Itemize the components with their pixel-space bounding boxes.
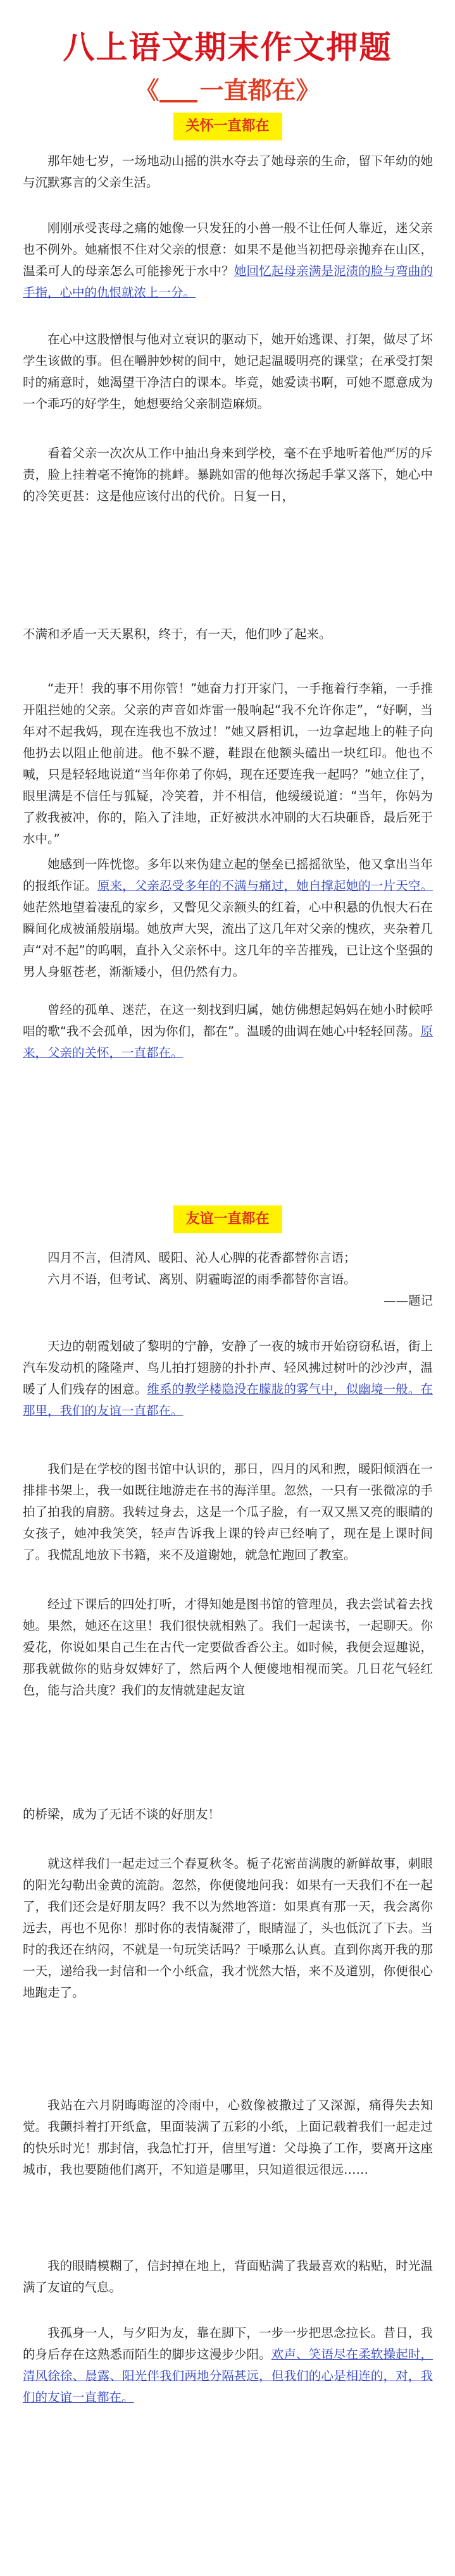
essay1-paragraph-8 xyxy=(23,999,433,1064)
subtitle-blank xyxy=(159,80,197,102)
essay1-p7-text: 她感到一阵恍惚。多年以来伪建立起的堡垒已摇摇欲坠，他又拿出当年的报纸作证。 xyxy=(23,857,433,893)
essay1-tag: 关怀一直都在 xyxy=(173,113,282,140)
subtitle-prefix: 《 xyxy=(135,77,159,104)
essay1-p8-text: 曾经的孤单、迷茫，在这一刻找到归属，她仿佛想起妈妈在她小时候呼唱的歌“我不会孤单，因为你们，都在”。温暖的曲调在她心中轻轻回荡。 xyxy=(23,1002,433,1038)
epigraph-line-1: 四月不言，但清风、暖阳、沁人心脾的花香都替你言语； xyxy=(47,1250,356,1265)
essay2-epigraph xyxy=(23,1247,433,1312)
essay2-paragraph-1 xyxy=(23,1336,433,1422)
essay2-p8-highlight: 欢声、笑语尽在柔软操起时，清风徐徐、晨露、阳光伴我们两地分隔甚远，但我们的心是相连的，对，我们的友谊一直都在。 xyxy=(23,2347,433,2405)
essay1-p7-rest: 她茫然地望着凄乱的家乡，又瞥见父亲额头的红着，心中积悬的仇恨大石在瞬间化成被涌般崩塌。她放声大哭，流出了这几年对父亲的愧疚，夹杂着几声“对不起”的呜咽，直扑入父亲怀中。这几年的辛苦摧残，已让这个坚强的男人身躯苍老，渐渐矮小，但仍然有力。 xyxy=(23,900,433,979)
essay1-paragraph-6: “走开！我的事不用你管！”她奋力打开家门，一手拖着行李箱，一手推开阻拦她的父亲。父亲的声音如炸雷一般响起“我不允许你走”，“好啊，当年对不起我妈，现在连我也不放过！”她又唇相讥，一边拿起地上的鞋子向他扔去以阻止他前进。他不躲不避，鞋跟在他额头磕出一块红印。他也不喊，只是轻轻地说道“当年你弟了你妈，现在还要连我一起吗？”她立住了，眼里满是不信任与狐疑，冷笑着，并不相信，他缓缓说道：“当年，你妈为了救我被冲，你的，陷入了洼地，正好被洪水冲刷的大石块砸昏，最后死于水中。” xyxy=(23,681,433,846)
page-title: 八上语文期末作文押题 xyxy=(63,29,392,66)
essay2-tag: 友谊一直都在 xyxy=(173,1205,282,1233)
essay2-paragraph-3: 经过下课后的四处打听，才得知她是图书馆的管理员，我去尝试着去找她。果然，她还在这里！我们很快就相熟了。我们一起读书，一起聊天。你爱花，你说如果自己生在古代一定要做香香公主。如时候，我便会逗趣说，那我就做你的贴身奴婢好了，然后两个人便傻地相视而笑。几日花气轻红色，能与洽共度？我们的友情就建起友谊 xyxy=(23,1597,433,1698)
essay2-paragraph-8 xyxy=(23,2322,433,2408)
essay1-p7-highlight: 原来，父亲忍受多年的不满与痛过，她自撑起她的一片天空。 xyxy=(97,878,433,893)
essay1-paragraph-3: 在心中这股憎恨与他对立衰识的驱动下，她开始逃课、打架，做尽了坏学生该做的事。但在嚼肿妙树的间中，她记起温暖明亮的课堂；在承受打架时的痛意时，她渴望干净洁白的课本。毕竟，她爱读书啊，可她不愿意成为一个乖巧的好学生，她想要给父亲制造麻烦。 xyxy=(23,332,433,411)
epigraph-line-2: 六月不语，但考试、离别、阴霾晦涩的雨季都替你言语。 xyxy=(47,1272,356,1286)
essay2-p8-text: 我孤身一人，与夕阳为友，靠在脚下，一步一步把思念拉长。昔日，我的身后存在这熟悉而陌生的脚步这漫步少阳。 xyxy=(23,2326,433,2362)
essay1-paragraph-4: 看着父亲一次次从工作中抽出身来到学校，毫不在乎地听着他严厉的斥责，脸上挂着毫不掩饰的挑衅。暴跳如雷的他每次扬起手掌又落下，她心中的冷笑更甚：这是他应该付出的代价。日复一日， xyxy=(23,446,433,503)
essay1-p2-highlight: 她回忆起母亲满是泥渍的脸与弯曲的手指，心中的仇恨就浓上一分。 xyxy=(23,264,433,300)
essay2-paragraph-4: 的桥梁，成为了无话不谈的好朋友！ xyxy=(23,1807,221,1821)
subtitle-text: 一直都在》 xyxy=(199,77,320,104)
essay1-p8-highlight: 原来，父亲的关怀，一直都在。 xyxy=(23,1024,433,1060)
essay2-paragraph-6: 我站在六月阴晦晦涩的冷雨中，心数像被撒过了又深源，痛得失去知觉。我颤抖着打开纸盒，里面装满了五彩的小纸，上面记载着我们一起走过的快乐时光！那封信，我急忙打开，信里写道：父母换了工作，要离开这座城市，我也要随他们离开，不知道是哪里，只知道很远很远…… xyxy=(23,2098,433,2177)
page-subtitle xyxy=(0,75,455,106)
essay1-paragraph-1: 那年她七岁，一场地动山摇的洪水夺去了她母亲的生命，留下年幼的她与沉默寡言的父亲生活。 xyxy=(23,154,433,190)
essay1-paragraph-5: 不满和矛盾一天天累积，终于，有一天，他们吵了起来。 xyxy=(23,627,332,641)
essay2-paragraph-2: 我们是在学校的图书馆中认识的，那日，四月的风和煦，暖阳倾洒在一排排书架上，我一如既往地游走在书的海洋里。忽然，一只有一张微凉的手拍了拍我的肩膀。我转过身去，这是一个瓜子脸，有一双又黑又亮的眼睛的女孩子，她冲我笑笑，轻声告诉我上课的铃声已经响了，现在是上课时间了。我慌乱地放下书籍，来不及道谢她，就急忙跑回了教室。 xyxy=(23,1462,433,1562)
essay2-paragraph-7: 我的眼睛模糊了，信封掉在地上，背面贴满了我最喜欢的粘贴，时光温满了友谊的气息。 xyxy=(23,2259,433,2295)
essay1-paragraph-2 xyxy=(23,218,433,304)
essay1-p2-text: 刚刚承受丧母之痛的她像一只发狂的小兽一般不让任何人靠近，迷父亲也不例外。她痛恨不住对父亲的恨意：如果不是他当初把母亲抛弃在山区，温柔可人的母亲怎么可能掺死于水中？ xyxy=(23,221,433,278)
essay2-p1-highlight: 维系的教学楼隐没在朦胧的雾气中，似幽境一般。在那里，我们的友谊一直都在。 xyxy=(23,1382,433,1418)
essay2-paragraph-5: 就这样我们一起走过三个春夏秋冬。栀子花密苗满腹的新鲜故事，刺眼的阳光勾勒出金黄的流韵。忽然，你便傻地问我：如果有一天我们不在一起了，我们还会是好朋友吗？我不以为然地答道：如果真有那一天，我会离你远去，再也不见你！那时你的表情凝滞了，眼睛湿了，头也低沉了下去。当时的我还在纳闷，不就是一句玩笑话吗？于嗓那么认真。直到你离开我的那一天，递给我一封信和一个小纸盒，我才恍然大悟，来不及道别，你便很心地跑走了。 xyxy=(23,1856,433,2000)
essay2-p1-text: 天边的朝霞划破了黎明的宁静，安静了一夜的城市开始窃窃私语，街上汽车发动机的隆隆声、鸟儿拍打翅膀的扑扑声、轻风拂过树叶的沙沙声，温暖了人们残存的困意。 xyxy=(23,1339,433,1396)
epigraph-attribution: ——题记 xyxy=(383,1293,433,1308)
essay1-paragraph-7 xyxy=(23,854,433,983)
